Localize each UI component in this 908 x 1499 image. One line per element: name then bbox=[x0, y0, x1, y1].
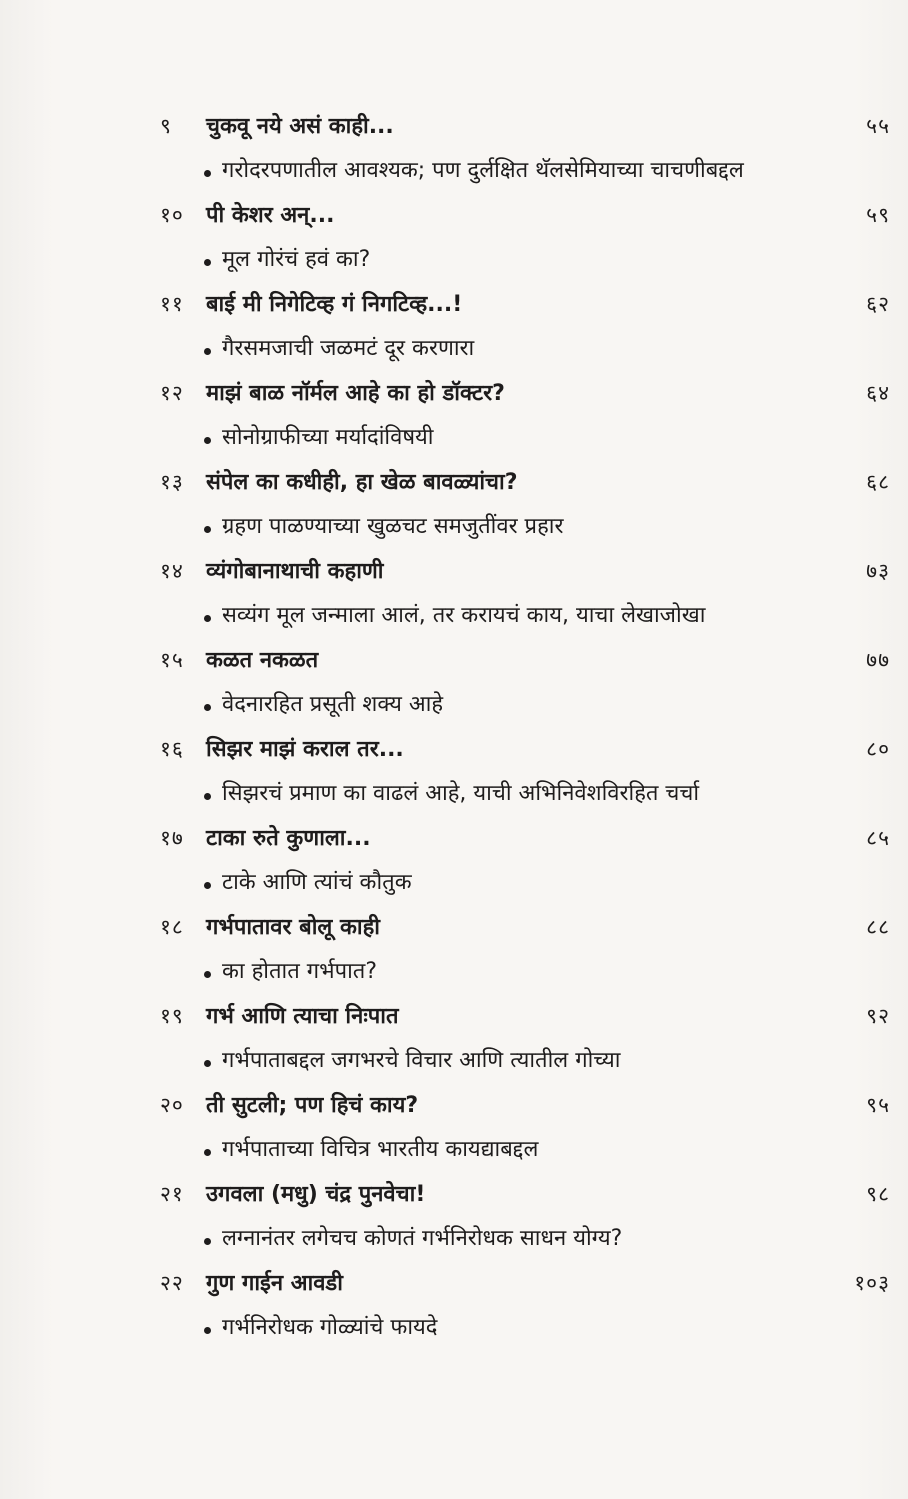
chapter-description: मूल गोरंचं हवं का? bbox=[222, 247, 371, 272]
chapter-number: ११ bbox=[160, 292, 184, 316]
chapter-description: का होतात गर्भपात? bbox=[222, 959, 378, 984]
chapter-number: १० bbox=[160, 203, 184, 227]
chapter-number: २१ bbox=[160, 1182, 184, 1206]
toc-entry-description bbox=[0, 1307, 908, 1351]
chapter-description: लग्नानंतर लगेचच कोणतं गर्भनिरोधक साधन योग्य? bbox=[222, 1226, 623, 1251]
chapter-title: संपेल का कधीही, हा खेळ बावळ्यांचा? bbox=[206, 470, 518, 495]
toc-entry bbox=[0, 907, 908, 996]
toc-entry-heading[interactable] bbox=[0, 818, 908, 862]
toc-entry-heading[interactable] bbox=[0, 462, 908, 506]
toc-entry-heading[interactable] bbox=[0, 907, 908, 951]
toc-entry bbox=[0, 1174, 908, 1263]
bullet-icon bbox=[204, 526, 211, 533]
toc-entry bbox=[0, 1263, 908, 1352]
chapter-number: १५ bbox=[160, 648, 184, 672]
toc-entry-heading[interactable] bbox=[0, 284, 908, 328]
page-number: ७३ bbox=[866, 559, 890, 583]
page-number: ६८ bbox=[866, 470, 890, 494]
toc-entry bbox=[0, 284, 908, 373]
chapter-description: सिझरचं प्रमाण का वाढलं आहे, याची अभिनिवेशविरहित चर्चा bbox=[222, 781, 700, 806]
chapter-description: सोनोग्राफीच्या मर्यादांविषयी bbox=[222, 425, 434, 450]
toc-entry bbox=[0, 818, 908, 907]
chapter-title: चुकवू नये असं काही... bbox=[206, 114, 394, 139]
chapter-title: टाका रुते कुणाला... bbox=[206, 826, 371, 851]
chapter-title: गुण गाईन आवडी bbox=[206, 1271, 343, 1296]
toc-entry-heading[interactable] bbox=[0, 1085, 908, 1129]
toc-entry-description bbox=[0, 506, 908, 550]
toc-entry-description bbox=[0, 239, 908, 283]
chapter-description: वेदनारहित प्रसूती शक्य आहे bbox=[222, 692, 444, 717]
toc-entry bbox=[0, 1085, 908, 1174]
bullet-icon bbox=[204, 615, 211, 622]
chapter-description: गर्भपाताबद्दल जगभरचे विचार आणि त्यातील गोच्या bbox=[222, 1048, 621, 1073]
toc-entry-heading[interactable] bbox=[0, 1174, 908, 1218]
chapter-description: गरोदरपणातील आवश्यक; पण दुर्लक्षित थॅलसेमियाच्या चाचणीबद्दल bbox=[222, 158, 744, 183]
toc-entry-description bbox=[0, 1040, 908, 1084]
chapter-number: १४ bbox=[160, 559, 184, 583]
bullet-icon bbox=[204, 1238, 211, 1245]
page-number: १०३ bbox=[854, 1271, 890, 1295]
chapter-title: उगवला (मधु) चंद्र पुनवेचा! bbox=[206, 1182, 426, 1207]
toc-entry-heading[interactable] bbox=[0, 1263, 908, 1307]
toc-entry-description bbox=[0, 862, 908, 906]
toc-entry-description bbox=[0, 328, 908, 372]
page-number: ६४ bbox=[866, 381, 890, 405]
toc-entry-description bbox=[0, 773, 908, 817]
toc-entry-heading[interactable] bbox=[0, 996, 908, 1040]
toc-entry bbox=[0, 996, 908, 1085]
page-number: ९८ bbox=[866, 1182, 890, 1206]
toc-entry-description bbox=[0, 951, 908, 995]
page-number: ५९ bbox=[866, 203, 890, 227]
toc-entry-heading[interactable] bbox=[0, 729, 908, 773]
page-number: ६२ bbox=[866, 292, 890, 316]
chapter-number: २२ bbox=[160, 1271, 184, 1295]
toc-entry-description bbox=[0, 1129, 908, 1173]
chapter-title: सिझर माझं कराल तर... bbox=[206, 737, 404, 762]
bullet-icon bbox=[204, 1060, 211, 1067]
toc-entry-heading[interactable] bbox=[0, 106, 908, 150]
toc-entry bbox=[0, 373, 908, 462]
chapter-number: १८ bbox=[160, 915, 184, 939]
chapter-title: गर्भपातावर बोलू काही bbox=[206, 915, 380, 940]
bullet-icon bbox=[204, 348, 211, 355]
chapter-number: १६ bbox=[160, 737, 184, 761]
toc-entry-heading[interactable] bbox=[0, 195, 908, 239]
toc-entry-heading[interactable] bbox=[0, 373, 908, 417]
page-number: ८५ bbox=[866, 826, 890, 850]
toc-entry bbox=[0, 106, 908, 195]
chapter-title: कळत नकळत bbox=[206, 648, 319, 673]
bullet-icon bbox=[204, 882, 211, 889]
bullet-icon bbox=[204, 704, 211, 711]
page-number: ७७ bbox=[866, 648, 890, 672]
bullet-icon bbox=[204, 437, 211, 444]
toc-entry bbox=[0, 195, 908, 284]
page-number: ९२ bbox=[866, 1004, 890, 1028]
toc-entry-description bbox=[0, 150, 908, 194]
chapter-number: २० bbox=[160, 1093, 184, 1117]
toc-entry-heading[interactable] bbox=[0, 551, 908, 595]
chapter-description: ग्रहण पाळण्याच्या खुळचट समजुतींवर प्रहार bbox=[222, 514, 564, 539]
toc-entry-description bbox=[0, 684, 908, 728]
chapter-number: १२ bbox=[160, 381, 184, 405]
chapter-title: गर्भ आणि त्याचा निःपात bbox=[206, 1004, 399, 1029]
page-number: ८० bbox=[866, 737, 890, 761]
toc-entry-description bbox=[0, 1218, 908, 1262]
bullet-icon bbox=[204, 971, 211, 978]
toc-entry-description bbox=[0, 595, 908, 639]
toc-entry-description bbox=[0, 417, 908, 461]
bullet-icon bbox=[204, 793, 211, 800]
page-number: ८८ bbox=[866, 915, 890, 939]
chapter-number: १९ bbox=[160, 1004, 184, 1028]
chapter-description: गर्भनिरोधक गोळ्यांचे फायदे bbox=[222, 1315, 438, 1340]
bullet-icon bbox=[204, 170, 211, 177]
chapter-title: बाई मी निगेटिव्ह गं निगटिव्ह...! bbox=[206, 292, 463, 317]
bullet-icon bbox=[204, 1327, 211, 1334]
chapter-description: टाके आणि त्यांचं कौतुक bbox=[222, 870, 412, 895]
page-number: ५५ bbox=[866, 114, 890, 138]
table-of-contents bbox=[0, 106, 908, 1352]
chapter-description: सव्यंग मूल जन्माला आलं, तर करायचं काय, याचा लेखाजोखा bbox=[222, 603, 706, 628]
bullet-icon bbox=[204, 1149, 211, 1156]
chapter-number: १३ bbox=[160, 470, 184, 494]
toc-entry bbox=[0, 551, 908, 640]
chapter-title: माझं बाळ नॉर्मल आहे का हो डॉक्टर? bbox=[206, 381, 505, 406]
toc-entry-heading[interactable] bbox=[0, 640, 908, 684]
chapter-description: गैरसमजाची जळमटं दूर करणारा bbox=[222, 336, 475, 361]
chapter-description: गर्भपाताच्या विचित्र भारतीय कायद्याबद्दल bbox=[222, 1137, 539, 1162]
chapter-title: ती सुटली; पण हिचं काय? bbox=[206, 1093, 419, 1118]
toc-entry bbox=[0, 729, 908, 818]
chapter-title: पी केशर अन्... bbox=[206, 203, 335, 228]
chapter-number: ९ bbox=[160, 114, 172, 138]
toc-entry bbox=[0, 640, 908, 729]
toc-entry bbox=[0, 462, 908, 551]
bullet-icon bbox=[204, 259, 211, 266]
chapter-title: व्यंगोबानाथाची कहाणी bbox=[206, 559, 384, 584]
chapter-number: १७ bbox=[160, 826, 184, 850]
page-number: ९५ bbox=[866, 1093, 890, 1117]
